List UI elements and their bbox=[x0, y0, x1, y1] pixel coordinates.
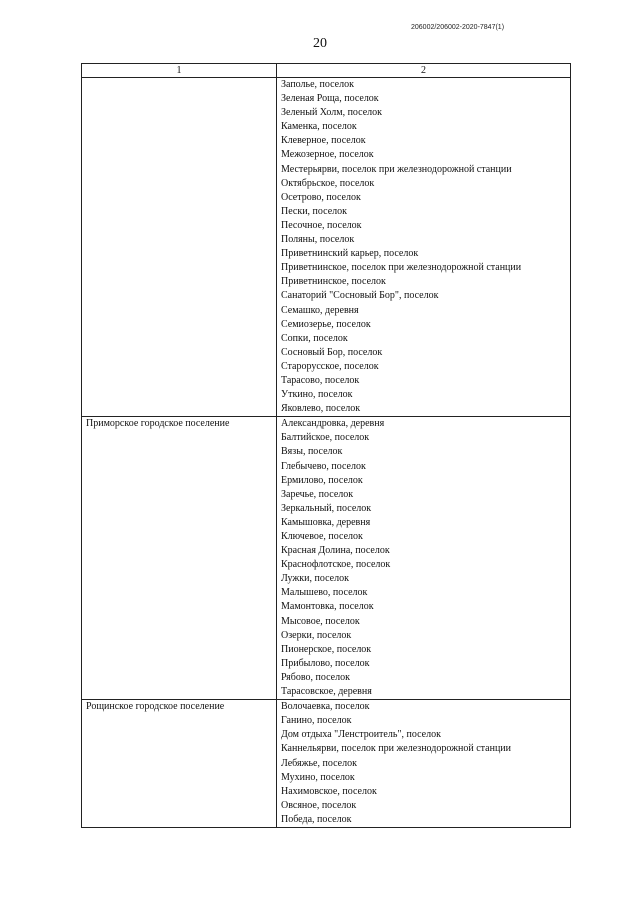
locality-item: Приветнинский карьер, поселок bbox=[281, 248, 419, 260]
locality-item: Озерки, поселок bbox=[281, 629, 352, 641]
locality-item: Ключевое, поселок bbox=[281, 531, 363, 542]
locality-item: Сопки, поселок bbox=[281, 332, 348, 344]
locality-item: Овсяное, поселок bbox=[281, 799, 357, 811]
settlement-group-row bbox=[82, 417, 571, 700]
localities-cell bbox=[277, 417, 571, 700]
locality-item: Семашко, деревня bbox=[281, 304, 359, 316]
locality-item: Ганино, поселок bbox=[281, 715, 352, 727]
localities-cell bbox=[277, 78, 571, 417]
locality-item: Мамонтовка, поселок bbox=[281, 601, 374, 613]
localities-cell bbox=[277, 700, 571, 828]
locality-item: Победа, поселок bbox=[281, 813, 352, 825]
locality-item: Семиозерье, поселок bbox=[281, 318, 371, 330]
locality-item: Прибылово, поселок bbox=[281, 657, 370, 669]
locality-item: Ермилово, поселок bbox=[281, 474, 363, 486]
locality-item: Клеверное, поселок bbox=[281, 135, 366, 147]
locality-item: Краснофлотское, поселок bbox=[281, 559, 391, 571]
locality-item: Межозерное, поселок bbox=[281, 149, 374, 161]
settlement-name: Рощинское городское поселение bbox=[86, 701, 225, 713]
locality-item: Волочаевка, поселок bbox=[281, 701, 370, 713]
locality-item: Красная Долина, поселок bbox=[281, 545, 390, 557]
settlement-cell bbox=[82, 78, 277, 417]
locality-item: Октябрьское, поселок bbox=[281, 177, 375, 189]
locality-item: Зеленый Холм, поселок bbox=[281, 107, 383, 119]
column-header-1: 1 bbox=[82, 64, 277, 78]
settlement-group-row bbox=[82, 78, 571, 417]
locality-item: Мысовое, поселок bbox=[281, 615, 360, 627]
column-header-2: 2 bbox=[277, 64, 571, 78]
locality-item: Санаторий "Сосновый Бор", поселок bbox=[281, 290, 439, 302]
settlement-cell bbox=[82, 417, 277, 700]
locality-item: Каменка, поселок bbox=[281, 121, 357, 133]
locality-item: Осетрово, поселок bbox=[281, 191, 361, 203]
locality-item: Глебычево, поселок bbox=[281, 460, 366, 472]
locality-item: Поляны, поселок bbox=[281, 234, 355, 246]
locality-item: Малышево, поселок bbox=[281, 587, 368, 599]
locality-item: Дом отдыха "Ленстроитель", поселок bbox=[281, 729, 441, 741]
locality-item: Вязы, поселок bbox=[281, 446, 343, 458]
locality-item: Пески, поселок bbox=[281, 205, 348, 217]
locality-item: Старорусское, поселок bbox=[281, 360, 379, 372]
locality-item: Зеленая Роща, поселок bbox=[281, 93, 379, 105]
locality-item: Песочное, поселок bbox=[281, 219, 362, 231]
locality-item: Рябово, поселок bbox=[281, 671, 350, 683]
locality-item: Каннельярви, поселок при железнодорожной станции bbox=[281, 743, 511, 755]
locality-item: Уткино, поселок bbox=[281, 389, 353, 401]
settlement-group-row bbox=[82, 700, 571, 828]
settlement-name: Приморское городское поселение bbox=[86, 418, 230, 430]
locality-item: Балтийское, поселок bbox=[281, 432, 370, 444]
locality-item: Лебяжье, поселок bbox=[281, 757, 357, 769]
locality-item: Сосновый Бор, поселок bbox=[281, 346, 383, 358]
locality-item: Заречье, поселок bbox=[281, 488, 354, 500]
locality-item: Тарасово, поселок bbox=[281, 374, 360, 386]
locality-item: Тарасовское, деревня bbox=[281, 686, 372, 698]
locality-item: Камышовка, деревня bbox=[281, 516, 371, 528]
locality-item: Приветнинское, поселок bbox=[281, 276, 386, 288]
locality-item: Зеркальный, поселок bbox=[281, 502, 372, 514]
table-header-row bbox=[82, 64, 571, 78]
settlements-table bbox=[81, 63, 571, 828]
document-id: 206002/206002-2020-7847(1) bbox=[411, 24, 505, 31]
locality-item: Александровка, деревня bbox=[281, 418, 385, 430]
locality-item: Лужки, поселок bbox=[281, 573, 349, 585]
locality-item: Нахимовское, поселок bbox=[281, 785, 377, 797]
settlement-cell bbox=[82, 700, 277, 828]
page-number: 20 bbox=[313, 36, 327, 51]
table-body bbox=[82, 78, 571, 828]
locality-item: Яковлево, поселок bbox=[281, 403, 361, 415]
locality-item: Заполье, поселок bbox=[281, 79, 354, 90]
locality-item: Мухино, поселок bbox=[281, 771, 355, 783]
locality-item: Приветнинское, поселок при железнодорожной станции bbox=[281, 262, 522, 274]
locality-item: Пионерское, поселок bbox=[281, 643, 372, 655]
locality-item: Местерьярви, поселок при железнодорожной станции bbox=[281, 163, 512, 175]
